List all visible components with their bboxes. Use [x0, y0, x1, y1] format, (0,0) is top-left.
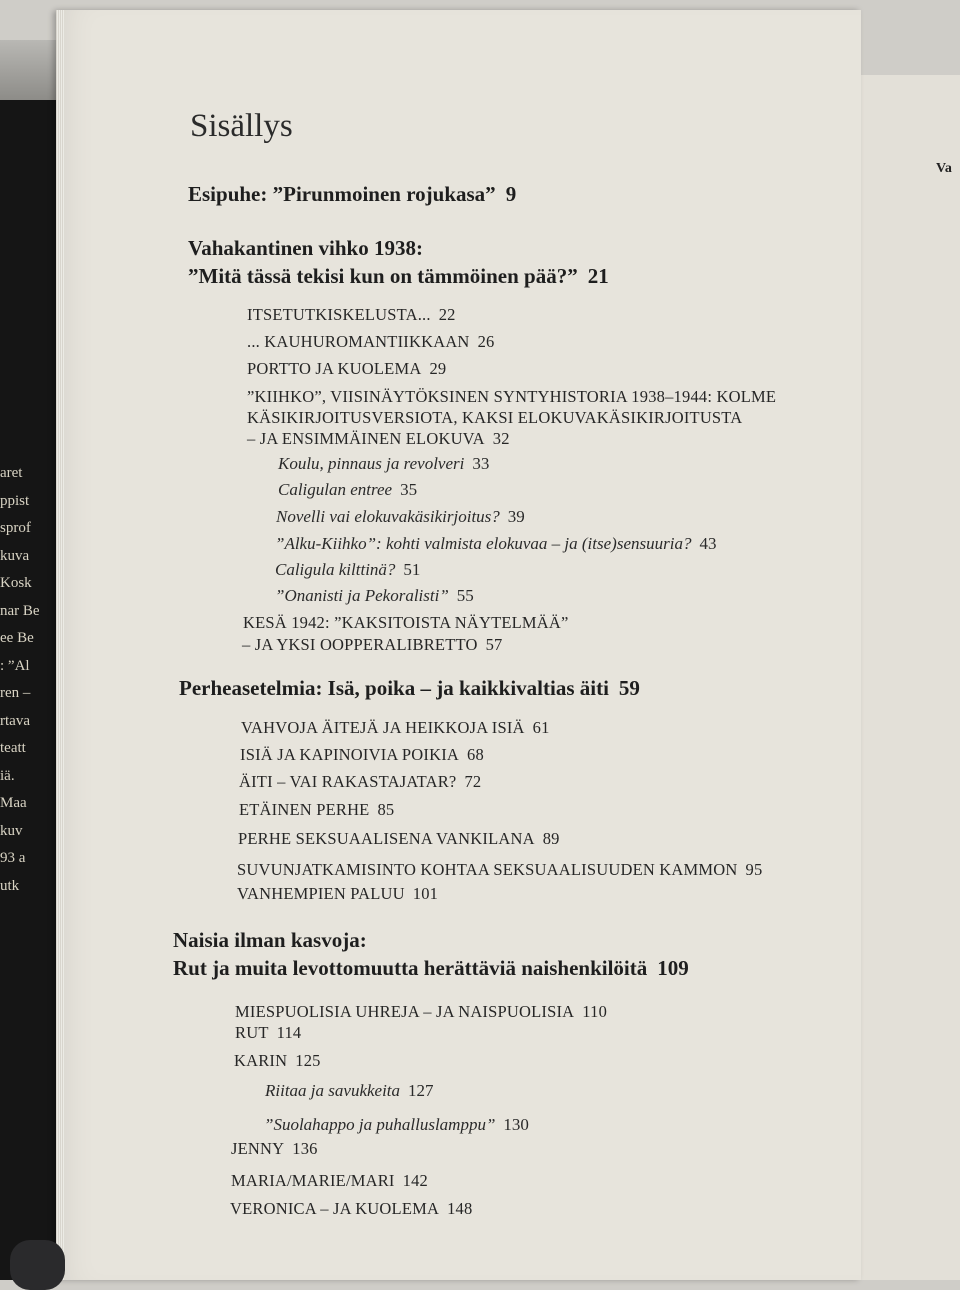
- toc-entry-text: Novelli vai elokuvakäsikirjoitus?: [276, 507, 500, 526]
- background-fragment: rtava: [0, 712, 30, 729]
- toc-section: [247, 331, 494, 353]
- toc-entry-text: RUT: [235, 1023, 269, 1042]
- toc-page-number: 55: [456, 586, 474, 605]
- background-fragment: teatt: [0, 740, 26, 756]
- background-fragment: : ”Al: [0, 657, 30, 674]
- toc-entry-text: Caligula kilttinä?: [275, 560, 396, 579]
- toc-section: [237, 883, 438, 905]
- toc-page-number: 29: [429, 359, 447, 378]
- page-title: Sisällys: [190, 108, 293, 144]
- background-fragment: utk: [0, 877, 20, 894]
- toc-page-number: 148: [447, 1199, 473, 1218]
- toc-entry-text: ”Mitä tässä tekisi kun on tämmöinen pää?”: [188, 264, 578, 288]
- page-edge: [56, 10, 64, 1280]
- background-fragment: nar Be: [0, 602, 40, 619]
- background-fragment: ppist: [0, 492, 30, 509]
- toc-entry-text: ETÄINEN PERHE: [239, 800, 370, 819]
- toc-section-line: KÄSIKIRJOITUSVERSIOTA, KAKSI ELOKUVAKÄSIKIRJOITUSTA: [247, 408, 743, 427]
- background-fragment: iä.: [0, 767, 15, 784]
- toc-section: [230, 1198, 472, 1220]
- toc-page-number: 35: [400, 480, 418, 499]
- toc-entry-text: VAHVOJA ÄITEJÄ JA HEIKKOJA ISIÄ: [241, 718, 525, 737]
- toc-entry-text: Rut ja muita levottomuutta herättäviä naishenkilöitä: [173, 956, 648, 980]
- toc-entry-text: ISIÄ JA KAPINOIVIA POIKIA: [240, 745, 460, 764]
- background-right-page: [858, 75, 960, 1280]
- toc-page-number: 85: [377, 800, 395, 819]
- toc-page-number: 72: [464, 772, 482, 791]
- toc-page-number: 130: [503, 1115, 529, 1134]
- toc-entry-text: Caligulan entree: [278, 480, 393, 499]
- toc-page-number: 95: [745, 860, 763, 879]
- toc-entry-text: ”Onanisti ja Pekoralisti”: [275, 586, 449, 605]
- toc-page-number: 68: [467, 745, 484, 764]
- toc-entry-text: VERONICA – JA KUOLEMA: [230, 1199, 440, 1218]
- toc-page-number: 110: [582, 1002, 608, 1021]
- toc-page-number: 136: [292, 1139, 318, 1158]
- toc-section: [238, 828, 560, 850]
- toc-chapter-1-line-2: [188, 262, 609, 290]
- toc-entry-text: ... KAUHUROMANTIIKKAAN: [247, 332, 470, 351]
- toc-entry-text: ÄITI – VAI RAKASTAJATAR?: [239, 772, 457, 791]
- toc-page-number: 125: [295, 1051, 321, 1070]
- background-fragment: kuva: [0, 547, 30, 564]
- toc-page-number: 22: [438, 305, 456, 324]
- toc-page-number: 142: [402, 1171, 428, 1190]
- toc-subsection: [275, 559, 420, 581]
- toc-section: [247, 428, 510, 450]
- toc-entry-text: Riitaa ja savukkeita: [265, 1081, 401, 1100]
- toc-page-number: 9: [505, 182, 517, 206]
- toc-section: [241, 717, 550, 739]
- toc-subsection: [264, 1114, 529, 1136]
- toc-chapter-2: [179, 674, 640, 702]
- toc-subsection: [278, 453, 489, 475]
- toc-section: [247, 358, 446, 380]
- toc-page-number: 39: [507, 507, 525, 526]
- right-page-fragment: Va: [936, 161, 952, 176]
- toc-section: [242, 634, 502, 656]
- finger-shadow: [10, 1240, 65, 1290]
- toc-page-number: 101: [412, 884, 439, 903]
- background-fragment: aret: [0, 465, 23, 481]
- toc-section: [235, 1001, 607, 1023]
- toc-section: [239, 771, 481, 793]
- toc-subsection: [275, 585, 474, 607]
- toc-page-number: 21: [587, 264, 609, 288]
- toc-entry-text: VANHEMPIEN PALUU: [237, 884, 405, 903]
- toc-section: [240, 744, 484, 766]
- background-book: [0, 40, 58, 1280]
- toc-page-number: 51: [403, 560, 421, 579]
- toc-entry-text: ”Alku-Kiihko”: kohti valmista elokuvaa – ja (itse)sensuuria?: [275, 534, 692, 553]
- toc-section: [237, 859, 762, 881]
- toc-entry-text: JENNY: [231, 1139, 285, 1158]
- toc-entry-text: KARIN: [234, 1051, 288, 1070]
- toc-entry-text: Esipuhe: ”Pirunmoinen rojukasa”: [188, 182, 496, 206]
- toc-subsection: [265, 1080, 434, 1102]
- background-fragment: ren –: [0, 685, 31, 701]
- toc-subsection: [276, 506, 525, 528]
- toc-page-number: 61: [532, 718, 550, 737]
- toc-page-number: 89: [542, 829, 560, 848]
- toc-entry-text: PORTTO JA KUOLEMA: [247, 359, 422, 378]
- toc-section-line: ”KIIHKO”, VIISINÄYTÖKSINEN SYNTYHISTORIA 1938–1944: KOLME: [247, 387, 777, 406]
- toc-preface: [188, 180, 516, 208]
- background-book-edge: [0, 40, 58, 100]
- background-fragment: ee Be: [0, 630, 34, 646]
- toc-page-number: 57: [485, 635, 503, 654]
- toc-entry-text: MIESPUOLISIA UHREJA – JA NAISPUOLISIA: [235, 1002, 575, 1021]
- toc-page-number: 32: [492, 429, 510, 448]
- toc-entry-text: – JA YKSI OOPPERALIBRETTO: [242, 635, 478, 654]
- toc-chapter-3-line-2: [173, 954, 689, 982]
- toc-entry-text: Koulu, pinnaus ja revolveri: [278, 454, 465, 473]
- toc-entry-text: SUVUNJATKAMISINTO KOHTAA SEKSUAALISUUDEN KAMMON: [237, 860, 738, 879]
- toc-page-number: 33: [472, 454, 490, 473]
- toc-entry-text: ITSETUTKISKELUSTA...: [247, 305, 431, 324]
- toc-section: [247, 304, 456, 326]
- toc-page-number: 43: [699, 534, 717, 553]
- toc-entry-text: Perheasetelmia: Isä, poika – ja kaikkivaltias äiti: [179, 676, 609, 700]
- toc-section: [239, 799, 394, 821]
- toc-section: [231, 1138, 318, 1160]
- toc-entry-text: PERHE SEKSUAALISENA VANKILANA: [238, 829, 535, 848]
- toc-section: [234, 1050, 321, 1072]
- toc-section: [231, 1170, 428, 1192]
- toc-page-number: 59: [618, 676, 640, 700]
- toc-subsection: [278, 479, 417, 501]
- toc-page-number: 26: [477, 332, 495, 351]
- toc-chapter-3-line-1: Naisia ilman kasvoja:: [173, 928, 367, 952]
- background-fragment: Kosk: [0, 575, 32, 591]
- toc-entry-text: MARIA/MARIE/MARI: [231, 1171, 395, 1190]
- toc-page-number: 127: [408, 1081, 434, 1100]
- toc-entry-text: – JA ENSIMMÄINEN ELOKUVA: [247, 429, 485, 448]
- toc-chapter-1-line-1: Vahakantinen vihko 1938:: [188, 236, 423, 260]
- toc-subsection: [275, 533, 716, 555]
- background-book-text: [0, 460, 40, 900]
- background-fragment: kuv: [0, 822, 23, 839]
- toc-entry-text: ”Suolahappo ja puhalluslamppu”: [264, 1115, 496, 1134]
- background-fragment: Maa: [0, 795, 27, 811]
- background-fragment: sprof: [0, 520, 31, 536]
- toc-page-number: 109: [657, 956, 689, 980]
- toc-section-line: KESÄ 1942: ”KAKSITOISTA NÄYTELMÄÄ”: [243, 613, 569, 632]
- toc-section: [235, 1022, 301, 1044]
- background-fragment: 93 a: [0, 850, 26, 866]
- toc-page-number: 114: [276, 1023, 302, 1042]
